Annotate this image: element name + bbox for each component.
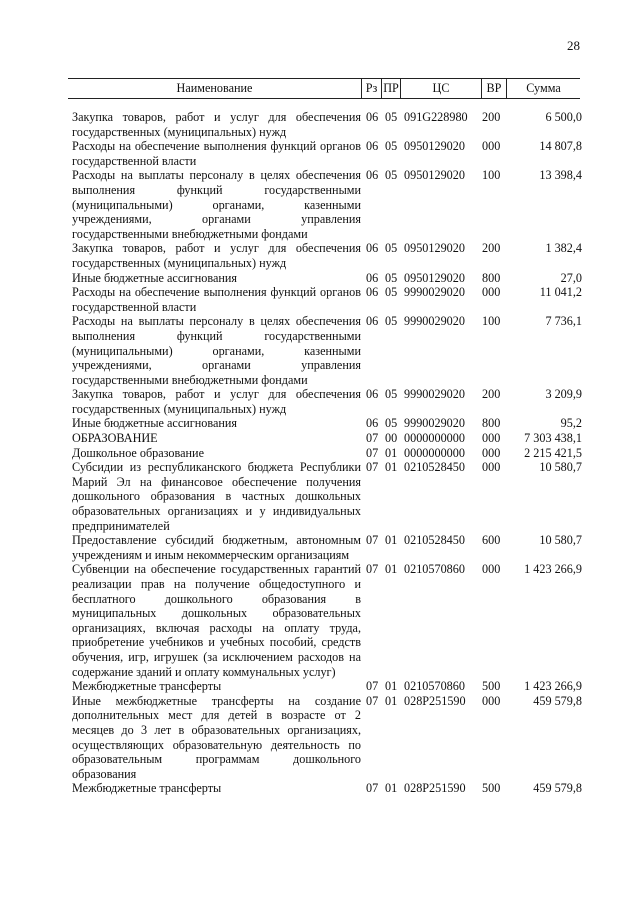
cell-rz: 06 bbox=[366, 168, 379, 183]
table-row bbox=[72, 168, 582, 241]
cell-cs: 0950129020 bbox=[404, 139, 465, 154]
cell-sum: 459 579,8 bbox=[533, 781, 582, 796]
table-header bbox=[68, 78, 580, 99]
cell-sum: 10 580,7 bbox=[539, 460, 582, 475]
cell-name: Закупка товаров, работ и услуг для обеспечения государственных (муниципальных) нужд bbox=[72, 387, 361, 416]
table-row bbox=[72, 694, 582, 782]
cell-vr: 000 bbox=[482, 693, 501, 708]
cell-cs: 0950129020 bbox=[404, 241, 465, 256]
table-row bbox=[72, 241, 582, 270]
table-row bbox=[72, 562, 582, 679]
header-cs: ЦС bbox=[400, 79, 481, 98]
cell-name: Закупка товаров, работ и услуг для обеспечения государственных (муниципальных) нужд bbox=[72, 241, 361, 270]
table-row bbox=[72, 533, 582, 562]
cell-name: Предоставление субсидий бюджетным, автономным учреждениям и иным некоммерческим организациям bbox=[72, 533, 361, 562]
table-row bbox=[72, 271, 582, 286]
cell-vr: 200 bbox=[482, 387, 501, 402]
cell-pr: 05 bbox=[385, 387, 398, 402]
cell-pr: 01 bbox=[385, 533, 398, 548]
cell-cs: 9990029020 bbox=[404, 285, 465, 300]
cell-rz: 07 bbox=[366, 460, 379, 475]
cell-cs: 0210528450 bbox=[404, 533, 465, 548]
cell-cs: 9990029020 bbox=[404, 314, 465, 329]
cell-vr: 000 bbox=[482, 431, 501, 446]
cell-pr: 01 bbox=[385, 460, 398, 475]
cell-sum: 27,0 bbox=[560, 270, 582, 285]
cell-rz: 06 bbox=[366, 270, 379, 285]
cell-sum: 1 423 266,9 bbox=[524, 562, 582, 577]
cell-vr: 000 bbox=[482, 460, 501, 475]
cell-sum: 10 580,7 bbox=[539, 533, 582, 548]
cell-pr: 01 bbox=[385, 693, 398, 708]
table-row bbox=[72, 314, 582, 387]
cell-vr: 800 bbox=[482, 416, 501, 431]
cell-vr: 000 bbox=[482, 285, 501, 300]
cell-rz: 07 bbox=[366, 781, 379, 796]
cell-pr: 05 bbox=[385, 139, 398, 154]
cell-pr: 01 bbox=[385, 562, 398, 577]
cell-pr: 05 bbox=[385, 241, 398, 256]
cell-pr: 05 bbox=[385, 270, 398, 285]
header-vr: ВР bbox=[481, 79, 507, 98]
cell-vr: 000 bbox=[482, 445, 501, 460]
cell-name: ОБРАЗОВАНИЕ bbox=[72, 431, 158, 446]
cell-rz: 07 bbox=[366, 693, 379, 708]
page-number: 28 bbox=[567, 38, 580, 53]
cell-vr: 200 bbox=[482, 110, 501, 124]
cell-sum: 95,2 bbox=[560, 416, 582, 431]
cell-name: Иные бюджетные ассигнования bbox=[72, 416, 238, 431]
cell-rz: 07 bbox=[366, 445, 379, 460]
cell-sum: 2 215 421,5 bbox=[524, 445, 582, 460]
cell-sum: 13 398,4 bbox=[539, 168, 582, 183]
cell-vr: 200 bbox=[482, 241, 501, 256]
cell-rz: 06 bbox=[366, 314, 379, 329]
cell-sum: 459 579,8 bbox=[533, 693, 582, 708]
table-row bbox=[72, 110, 582, 139]
cell-name: Расходы на выплаты персоналу в целях обеспечения выполнения функций государственными (муниципальными) органами, казенными учреждениями, органами управления государственными внебюджетными фондами bbox=[72, 314, 361, 387]
cell-rz: 06 bbox=[366, 387, 379, 402]
cell-rz: 06 bbox=[366, 139, 379, 154]
cell-sum: 14 807,8 bbox=[539, 139, 582, 154]
cell-vr: 600 bbox=[482, 533, 501, 548]
cell-cs: 028P251590 bbox=[404, 693, 466, 708]
cell-sum: 7 736,1 bbox=[545, 314, 582, 329]
cell-cs: 9990029020 bbox=[404, 387, 465, 402]
cell-pr: 05 bbox=[385, 168, 398, 183]
cell-cs: 9990029020 bbox=[404, 416, 465, 431]
cell-sum: 7 303 438,1 bbox=[524, 431, 582, 446]
cell-name: Иные межбюджетные трансферты на создание дополнительных мест для детей в возрасте от 2 месяцев до 3 лет в образовательных организациях, осуществляющих образовательную деятельность по образовательным программам дошкольного образования bbox=[72, 693, 361, 781]
header-name: Наименование bbox=[176, 81, 253, 95]
cell-name: Расходы на обеспечение выполнения функций органов государственной власти bbox=[72, 139, 361, 168]
cell-cs: 0210570860 bbox=[404, 679, 465, 694]
cell-cs: 0210570860 bbox=[404, 562, 465, 577]
cell-cs: 0210528450 bbox=[404, 460, 465, 475]
cell-vr: 500 bbox=[482, 679, 501, 694]
table-row bbox=[72, 446, 582, 461]
cell-name: Расходы на выплаты персоналу в целях обеспечения выполнения функций государственными (муниципальными) органами, казенными учреждениями, органами управления государственными внебюджетными фондами bbox=[72, 168, 361, 241]
cell-name: Субвенции на обеспечение государственных гарантий реализации прав на получение общедоступного и бесплатного дошкольного образования в муниципальных дошкольных образовательных организациях, включая расходы на оплату труда, приобретение учебников и учебных пособий, средств обучения, игр, игрушек (за исключением расходов на содержание зданий и оплату коммунальных услуг) bbox=[72, 562, 361, 679]
cell-vr: 500 bbox=[482, 781, 501, 796]
header-sum: Сумма bbox=[526, 81, 561, 95]
cell-vr: 100 bbox=[482, 314, 501, 329]
cell-pr: 05 bbox=[385, 110, 398, 124]
cell-vr: 800 bbox=[482, 270, 501, 285]
cell-name: Расходы на обеспечение выполнения функций органов государственной власти bbox=[72, 285, 361, 314]
cell-vr: 000 bbox=[482, 139, 501, 154]
header-rz: Рз bbox=[361, 79, 381, 98]
cell-rz: 06 bbox=[366, 241, 379, 256]
cell-rz: 06 bbox=[366, 416, 379, 431]
cell-pr: 01 bbox=[385, 445, 398, 460]
cell-pr: 01 bbox=[385, 679, 398, 694]
cell-cs: 0950129020 bbox=[404, 168, 465, 183]
cell-sum: 11 041,2 bbox=[539, 285, 582, 300]
cell-pr: 01 bbox=[385, 781, 398, 796]
cell-name: Закупка товаров, работ и услуг для обеспечения государственных (муниципальных) нужд bbox=[72, 110, 361, 139]
cell-rz: 07 bbox=[366, 533, 379, 548]
table-row bbox=[72, 431, 582, 446]
cell-vr: 000 bbox=[482, 562, 501, 577]
cell-name: Межбюджетные трансферты bbox=[72, 679, 222, 694]
cell-rz: 07 bbox=[366, 562, 379, 577]
cell-vr: 100 bbox=[482, 168, 501, 183]
table-row bbox=[72, 285, 582, 314]
cell-cs: 028P251590 bbox=[404, 781, 466, 796]
cell-sum: 1 423 266,9 bbox=[524, 679, 582, 694]
table-row bbox=[72, 387, 582, 416]
cell-cs: 0000000000 bbox=[404, 445, 465, 460]
cell-pr: 05 bbox=[385, 416, 398, 431]
cell-name: Межбюджетные трансферты bbox=[72, 781, 222, 796]
header-pr: ПР bbox=[381, 79, 400, 98]
cell-sum: 6 500,0 bbox=[545, 110, 582, 124]
table-body bbox=[72, 110, 582, 796]
cell-sum: 3 209,9 bbox=[545, 387, 582, 402]
cell-pr: 05 bbox=[385, 285, 398, 300]
cell-cs: 0000000000 bbox=[404, 431, 465, 446]
cell-cs: 091G228980 bbox=[404, 110, 468, 124]
cell-name: Субсидии из республиканского бюджета Республики Марий Эл на финансовое обеспечение получения дошкольного образования в частных дошкольных образовательных организациях и у индивидуальных предпринимателей bbox=[72, 460, 361, 533]
table-row bbox=[72, 679, 582, 694]
table-row bbox=[72, 460, 582, 533]
cell-cs: 0950129020 bbox=[404, 270, 465, 285]
table-row bbox=[72, 139, 582, 168]
cell-name: Иные бюджетные ассигнования bbox=[72, 270, 238, 285]
cell-pr: 00 bbox=[385, 431, 398, 446]
table-row bbox=[72, 416, 582, 431]
table-row bbox=[72, 781, 582, 796]
cell-name: Дошкольное образование bbox=[72, 445, 204, 460]
cell-rz: 07 bbox=[366, 431, 379, 446]
cell-rz: 07 bbox=[366, 679, 379, 694]
cell-pr: 05 bbox=[385, 314, 398, 329]
cell-rz: 06 bbox=[366, 285, 379, 300]
cell-sum: 1 382,4 bbox=[545, 241, 582, 256]
cell-rz: 06 bbox=[366, 110, 379, 124]
